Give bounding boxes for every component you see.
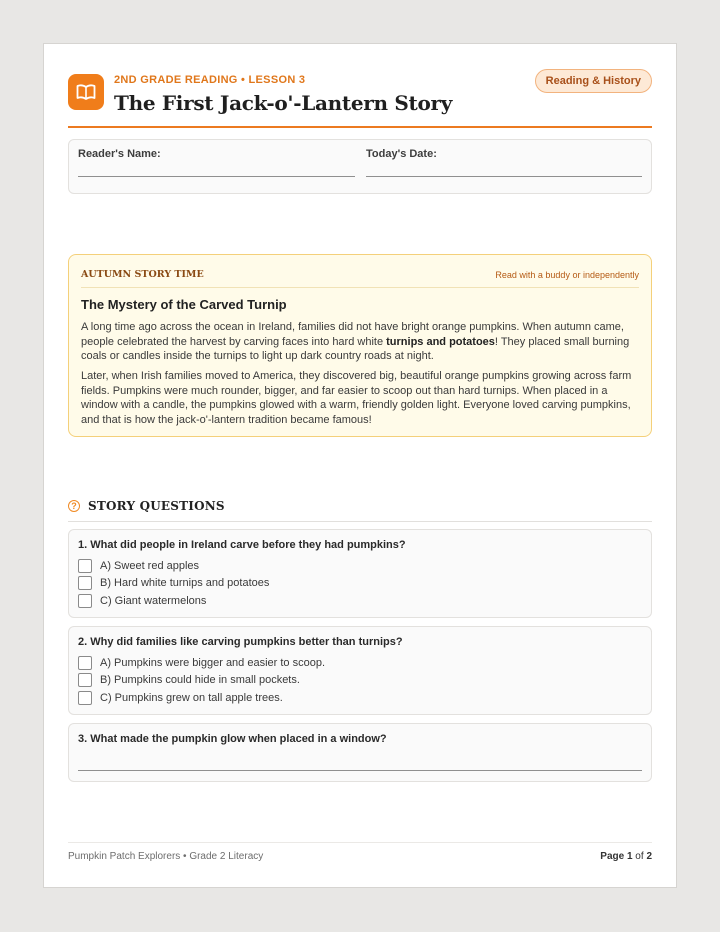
page-number bbox=[600, 851, 652, 862]
questions-heading-text: STORY QUESTIONS bbox=[88, 499, 225, 513]
answer-option[interactable] bbox=[78, 655, 325, 670]
story-title: The Mystery of the Carved Turnip bbox=[81, 297, 287, 312]
checkbox[interactable] bbox=[78, 691, 92, 705]
answer-option[interactable] bbox=[78, 672, 300, 687]
question-card bbox=[68, 626, 652, 715]
open-book-icon bbox=[68, 74, 104, 110]
date-input-line[interactable] bbox=[366, 176, 642, 177]
checkbox[interactable] bbox=[78, 673, 92, 687]
answer-option[interactable] bbox=[78, 593, 206, 608]
page-prefix: Page bbox=[600, 851, 627, 862]
checkbox[interactable] bbox=[78, 576, 92, 590]
page-separator: of bbox=[632, 851, 647, 862]
story-paragraph-1 bbox=[81, 320, 639, 364]
question-card bbox=[68, 529, 652, 618]
name-label: Reader's Name: bbox=[78, 148, 161, 160]
checkbox[interactable] bbox=[78, 594, 92, 608]
reader-info-box bbox=[68, 139, 652, 194]
checkbox[interactable] bbox=[78, 559, 92, 573]
story-text: ! They placed small burning coals or candles inside the turnips to light up dark country roads at night. bbox=[81, 335, 630, 362]
story-note: Read with a buddy or independently bbox=[495, 270, 639, 280]
story-tag: AUTUMN STORY TIME bbox=[81, 269, 204, 280]
page-title: The First Jack-o'-Lantern Story bbox=[114, 91, 453, 115]
footer-credit: Pumpkin Patch Explorers • Grade 2 Literacy bbox=[68, 851, 264, 862]
story-paragraph-2: Later, when Irish families moved to America, they discovered big, beautiful orange pumpkins growing across farm fields. Pumpkins were much rounder, bigger, and far easier to scoop out than hard turnips. When placed in a window with a candle, the pumpkins glowed with a warm, friendly golden light. Everyone loved carving pumpkins, and that is how the jack-o'-lantern tradition became famous! bbox=[81, 370, 632, 426]
header-divider bbox=[68, 126, 652, 128]
name-input-line[interactable] bbox=[78, 176, 355, 177]
option-label: C) Pumpkins grew on tall apple trees. bbox=[100, 691, 283, 704]
answer-option[interactable] bbox=[78, 575, 269, 590]
subject-badge: Reading & History bbox=[535, 69, 652, 93]
worksheet-page bbox=[43, 43, 677, 888]
option-label: B) Pumpkins could hide in small pockets. bbox=[100, 673, 300, 686]
option-label: A) Sweet red apples bbox=[100, 559, 200, 572]
page-total: 2 bbox=[646, 851, 652, 862]
lesson-kicker: 2ND GRADE READING • LESSON 3 bbox=[114, 74, 306, 86]
footer-divider bbox=[68, 842, 652, 843]
story-header bbox=[81, 263, 639, 288]
questions-heading bbox=[68, 498, 652, 522]
answer-option[interactable] bbox=[78, 690, 283, 705]
option-label: C) Giant watermelons bbox=[100, 594, 207, 607]
page-current: 1 bbox=[626, 851, 633, 862]
story-box bbox=[68, 254, 652, 437]
name-field bbox=[78, 148, 161, 160]
question-text: 3. What made the pumpkin glow when placed in a window? bbox=[78, 733, 387, 745]
question-card bbox=[68, 723, 652, 782]
answer-line[interactable] bbox=[78, 770, 642, 771]
answer-option[interactable] bbox=[78, 558, 199, 573]
date-field bbox=[366, 148, 437, 160]
question-text: 2. Why did families like carving pumpkins better than turnips? bbox=[78, 636, 403, 648]
question-circle-icon: ? bbox=[68, 500, 80, 512]
checkbox[interactable] bbox=[78, 656, 92, 670]
story-highlight: turnips and potatoes bbox=[386, 335, 495, 348]
option-label: B) Hard white turnips and potatoes bbox=[100, 576, 270, 589]
option-label: A) Pumpkins were bigger and easier to scoop. bbox=[100, 656, 326, 669]
question-text: 1. What did people in Ireland carve before they had pumpkins? bbox=[78, 539, 406, 551]
date-label: Today's Date: bbox=[366, 148, 437, 160]
story-text: A long time ago across the ocean in Ireland, families did not have bright orange pumpkins. When autumn came, people celebrated the harvest by carving faces into hard white bbox=[81, 321, 624, 348]
